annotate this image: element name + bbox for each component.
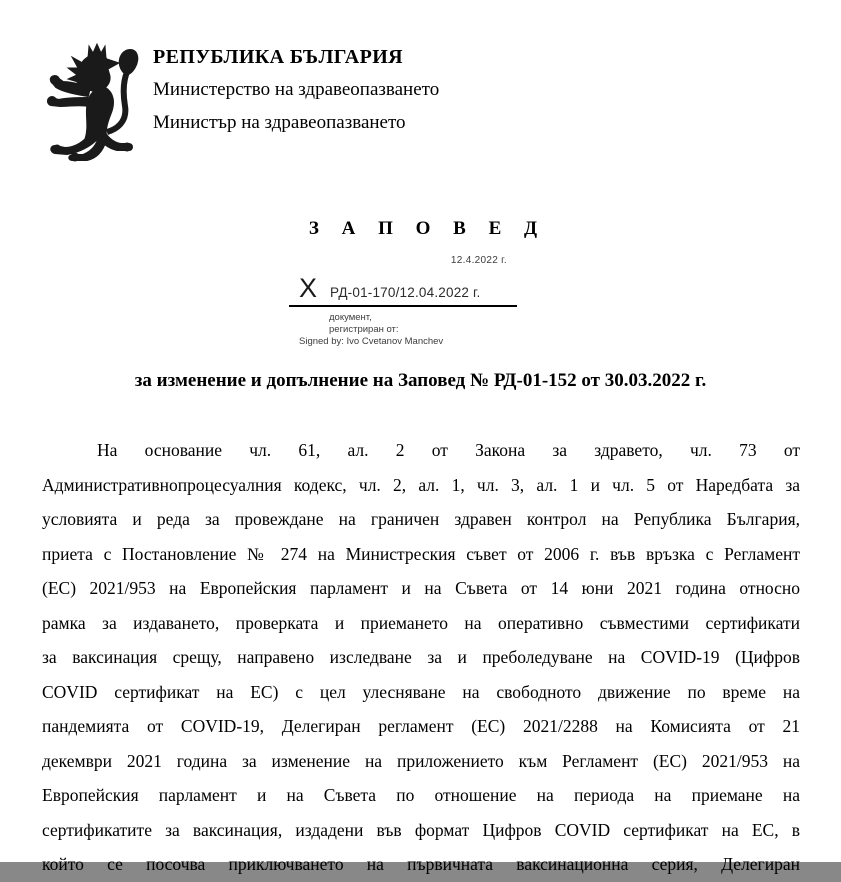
order-number: РД-01-170/12.04.2022 г.	[330, 285, 481, 300]
bulgarian-lion-coat-of-arms-icon	[45, 42, 145, 162]
stamp-meta-line: регистриран от:	[329, 324, 399, 335]
stamp-signed-by: Signed by: Ivo Cvetanov Manchev	[299, 336, 444, 347]
order-title: З А П О В Е Д	[308, 218, 547, 239]
ministry-name: Министерство на здравеопазването	[153, 79, 440, 100]
signature-x-mark: X	[299, 273, 318, 303]
body-line: условията и реда за провеждане на граничен здравен контрол на Република България,	[42, 509, 800, 529]
republic-title: РЕПУБЛИКА БЪЛГАРИЯ	[153, 46, 403, 68]
body-line: Административнопроцесуалния кодекс, чл. 2, ал. 1, чл. 3, ал. 1 и чл. 5 от Наредбата за	[42, 474, 800, 495]
body-line: рамка за издаването, проверката и приемането на оперативно съвместими сертификати	[42, 612, 800, 633]
minister-title: Министър на здравеопазването	[153, 112, 406, 133]
body-line: Европейския парламент и на Съвета по отношение на периода на приемане на	[42, 785, 800, 805]
body-line-clipped: който се посочва приключването на първичната ваксинационна серия, Делегиран	[42, 854, 800, 874]
body-line: декември 2021 година за изменение на приложението към Регламент (ЕС) 2021/953 на	[42, 750, 800, 771]
order-body	[42, 433, 800, 882]
stamp-meta-line: документ,	[329, 312, 372, 323]
body-line: На основание чл. 61, ал. 2 от Закона за здравето, чл. 73 от	[97, 440, 800, 460]
body-line: приета с Постановление № 274 на Министреския съвет от 2006 г. във връзка с Регламент	[42, 543, 800, 564]
stamp-date: 12.4.2022 г.	[450, 255, 507, 266]
signature-stamp	[289, 255, 517, 348]
body-line: (ЕС) 2021/953 на Европейския парламент и на Съвета от 14 юни 2021 година относно	[42, 578, 800, 598]
signature-line	[289, 275, 517, 307]
stamp-meta	[289, 312, 517, 348]
document-header	[45, 42, 439, 162]
body-lines	[42, 468, 800, 848]
body-line: COVID сертификат на ЕС) с цел улесняване на свободното движение по време на	[42, 681, 800, 702]
order-subject: за изменение и допълнение на Заповед № РД-01-152 от 30.03.2022 г.	[134, 370, 707, 391]
body-line: сертификатите за ваксинация, издадени във формат Цифров COVID сертификат на ЕС, в	[42, 819, 800, 840]
body-line: пандемията от COVID-19, Делегиран регламент (ЕС) 2021/2288 на Комисията от 21	[42, 716, 800, 736]
body-line: за ваксинация срещу, направено изследване за и преболедуване на COVID-19 (Цифров	[42, 647, 800, 667]
header-text-block	[153, 42, 439, 134]
